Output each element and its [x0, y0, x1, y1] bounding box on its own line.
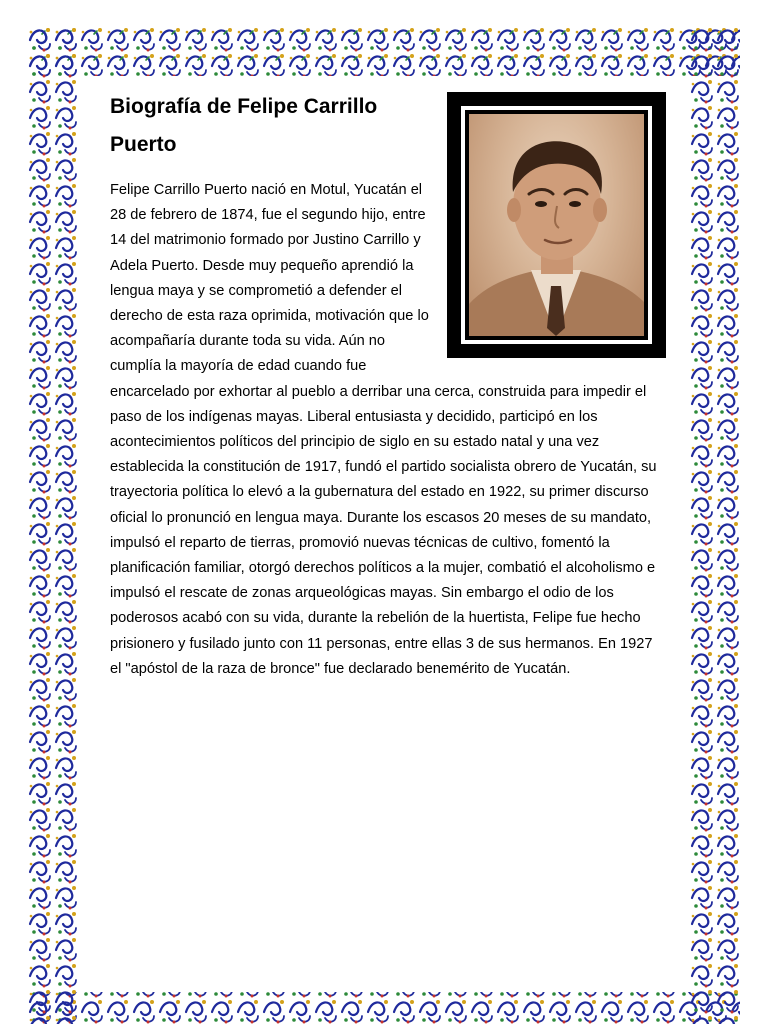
- ornamental-border-bottom-icon: [28, 992, 740, 1024]
- page-title: Biografía de Felipe Carrillo Puerto: [110, 95, 378, 156]
- ornamental-border-left-icon: [28, 26, 80, 1024]
- ornamental-border-top-icon: [28, 26, 740, 76]
- portrait-frame: [447, 92, 666, 358]
- portrait-photo-icon: [469, 114, 644, 336]
- biography-paragraph: Felipe Carrillo Puerto nació en Motul, Yucatán el 28 de febrero de 1874, fue el segundo hijo, entre 14 del matrimonio formado por Justino Carrillo y Adela Puerto. Desde muy pequeño aprendió la lengua maya y se comprometió a defender el derecho de esta raza oprimida, motivación que lo acompañaría durante toda su vida. Aún no cumplía la mayoría de edad cuando fue encarcelado por exhortar al pueblo a derribar una cerca, construida para impedir el paso de los indígenas mayas. Liberal entusiasta y decidido, participó en los acontecimientos políticos del principio de siglo en su estado natal y una vez establecida la constitución de 1917, fundó el partido socialista obrero de Yucatán, su trayectoria política lo elevó a la gubernatura del estado en 1922, su primer discurso oficial lo pronunció en lengua maya. Durante los escasos 20 meses de su mandato, impulsó el reparto de tierras, promovió nuevas técnicas de cultivo, fomentó la planificación familiar, otorgó derechos políticos a la mujer, combatió el alcoholismo e impulsó el rescate de zonas arqueológicas mayas. Sin embargo el odio de los poderosos acabó con su vida, durante la rebelión de la huertista, Felipe fue hecho prisionero y fusilado junto con 11 personas, entre ellas 3 de sus hermanos. En 1927 el "apóstol de la raza de bronce" fue declarado benemérito de Yucatán.: [110, 182, 657, 677]
- ornamental-border-right-icon: [690, 26, 742, 1024]
- biography-content: [110, 88, 662, 682]
